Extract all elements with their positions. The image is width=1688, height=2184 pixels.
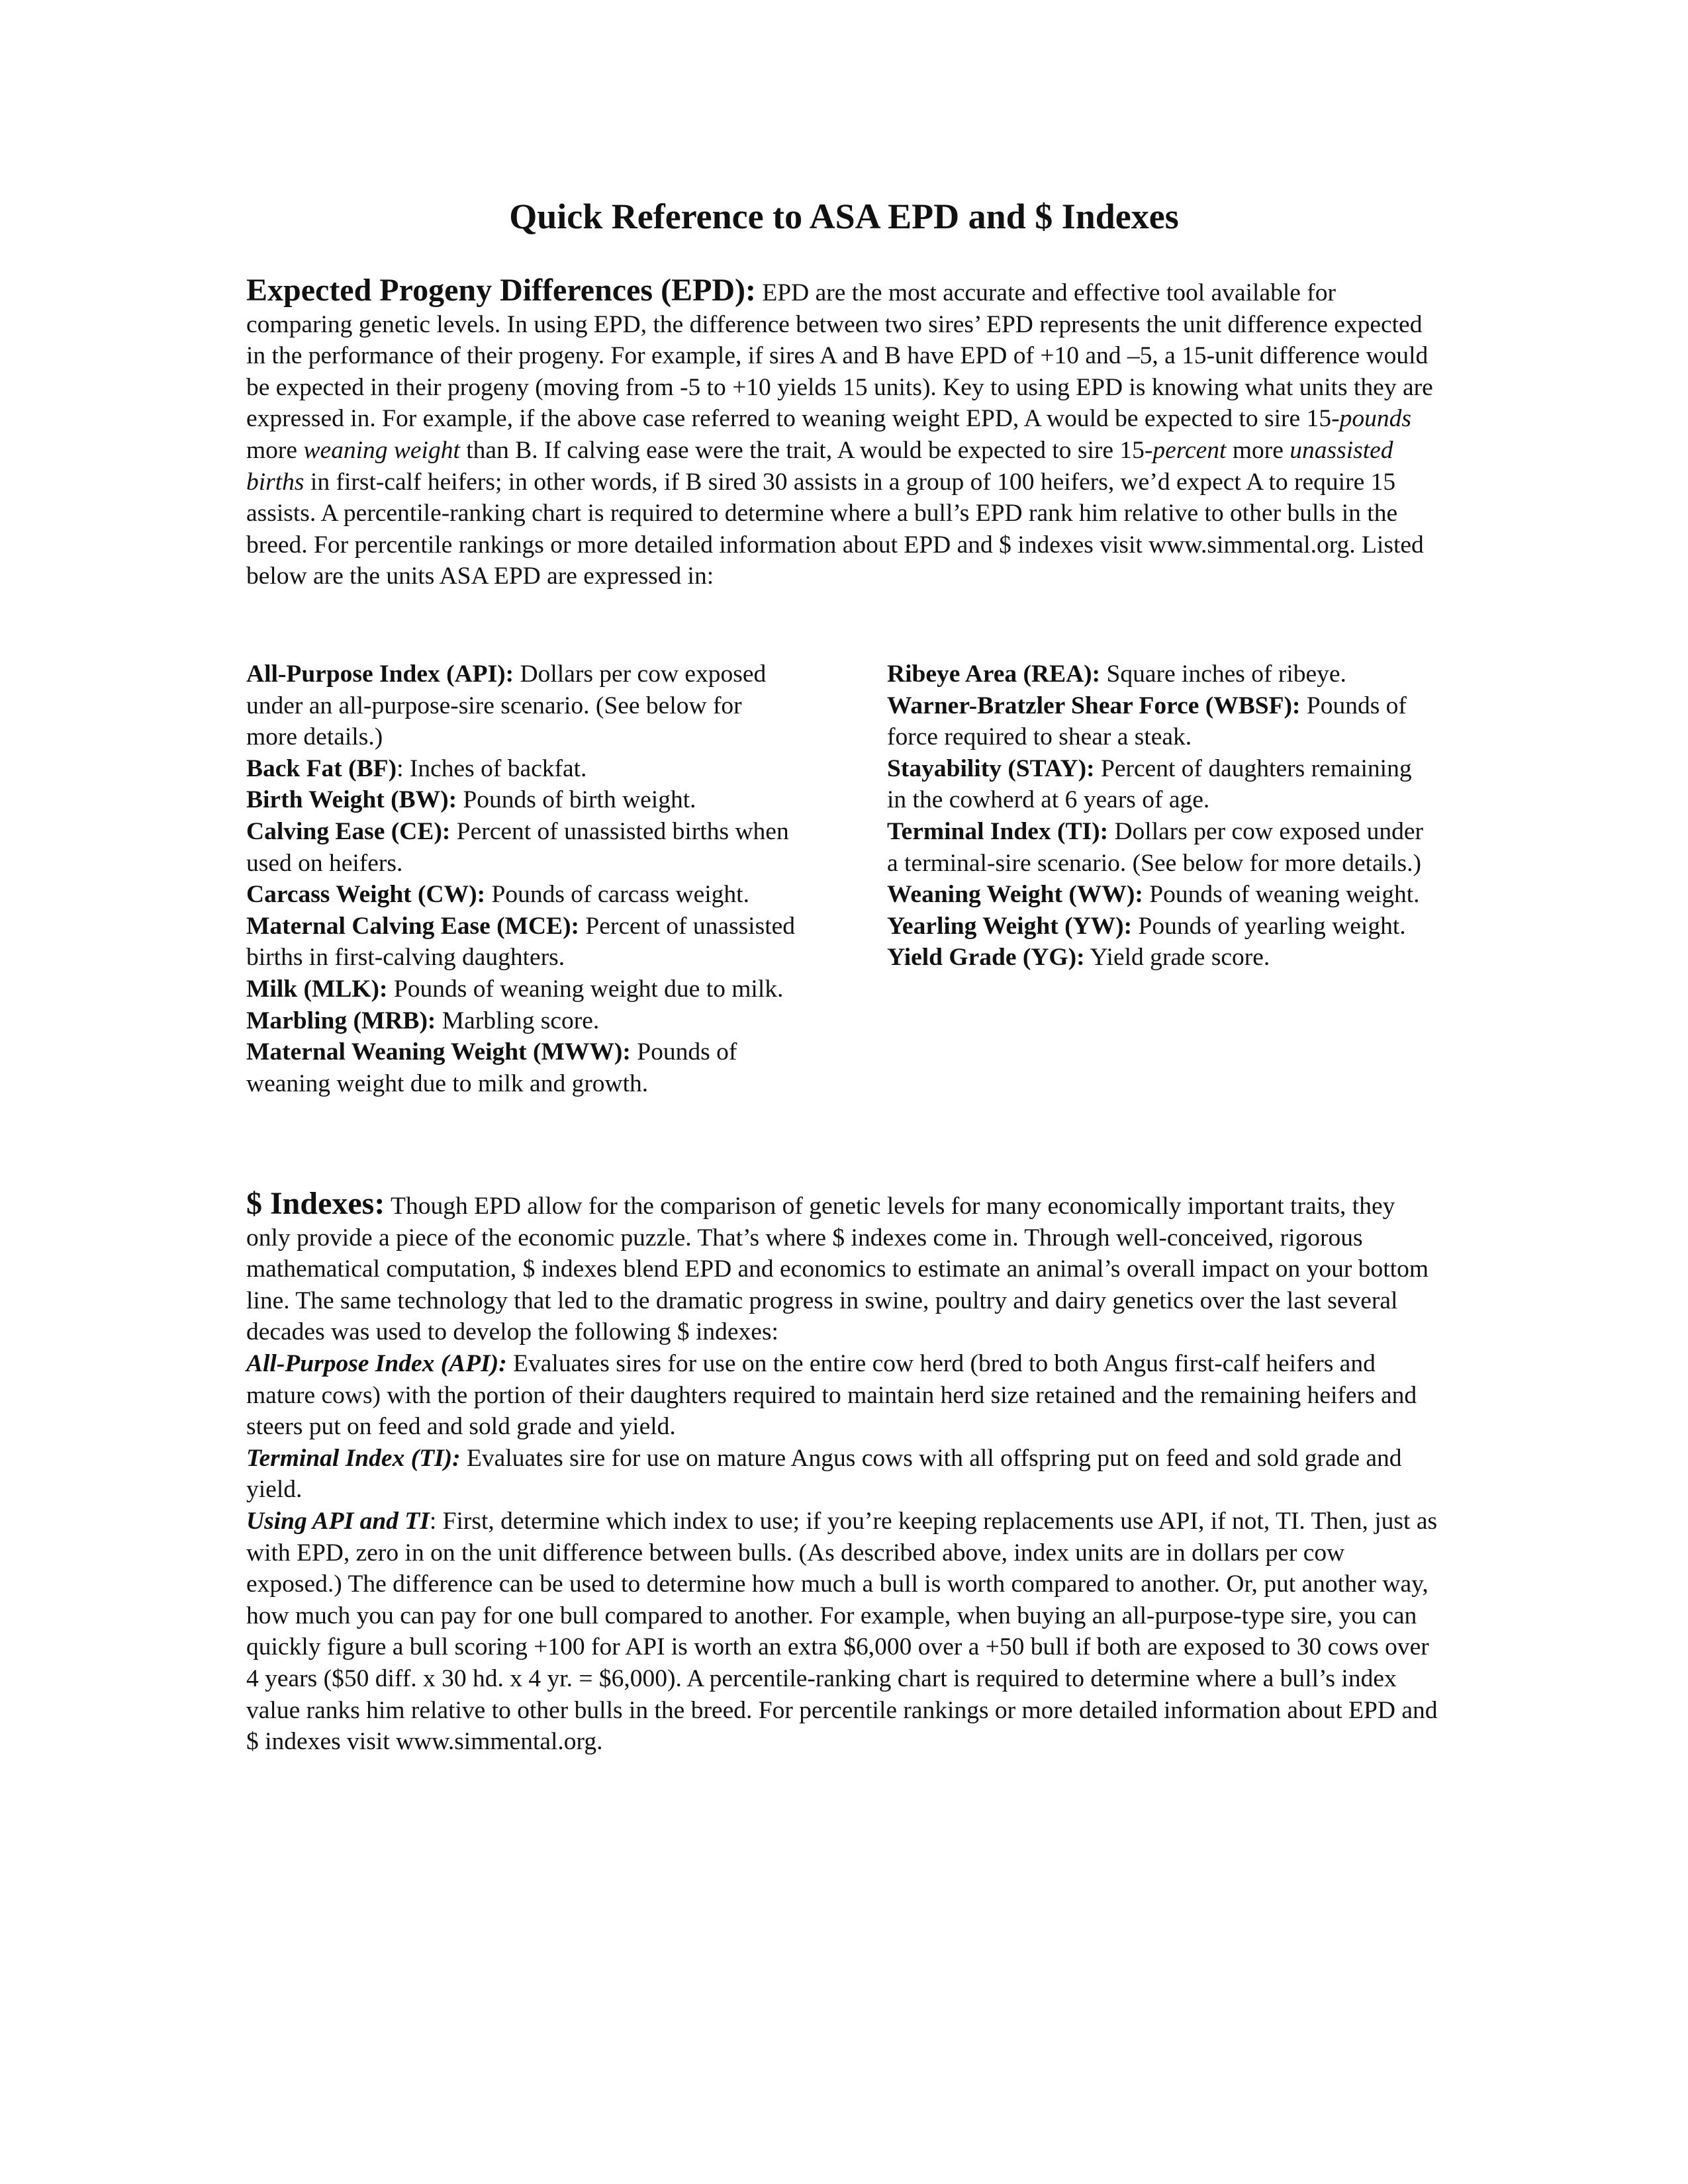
- unit-term: Yearling Weight (YW):: [887, 912, 1133, 940]
- unit-desc: Pounds of yearling weight.: [1132, 912, 1406, 940]
- unit-entry-mww: [246, 1036, 799, 1099]
- units-column-right: [887, 659, 1436, 974]
- index-using: [246, 1506, 1438, 1758]
- unit-desc: Marbling score.: [436, 1007, 600, 1034]
- epd-heading: Expected Progeny Differences (EPD):: [246, 273, 757, 308]
- epd-section: [246, 275, 1438, 592]
- unit-entry-cw: [246, 879, 799, 911]
- epd-emph-unassisted-births: unassisted births: [246, 436, 1393, 496]
- unit-term: Maternal Weaning Weight (MWW):: [246, 1038, 631, 1066]
- unit-term: Ribeye Area (REA):: [887, 660, 1101, 688]
- unit-desc: Percent of daughters remaining in the cowherd at 6 years of age.: [887, 754, 1412, 814]
- unit-entry-yg: [887, 942, 1436, 974]
- epd-units-list: [246, 659, 1438, 1175]
- unit-term: Terminal Index (TI):: [887, 817, 1109, 845]
- epd-text-2: more: [246, 436, 304, 464]
- unit-entry-bw: [246, 784, 799, 816]
- index-intro: [246, 1188, 1438, 1348]
- unit-term: Weaning Weight (WW):: [887, 881, 1143, 909]
- unit-term: Warner-Bratzler Shear Force (WBSF):: [887, 692, 1301, 719]
- unit-desc: Pounds of weaning weight due to milk.: [387, 975, 784, 1003]
- unit-entry-mce: [246, 911, 799, 974]
- unit-desc: Square inches of ribeye.: [1100, 660, 1346, 688]
- unit-entry-ti: [887, 816, 1436, 879]
- epd-text-3: than B. If calving ease were the trait, A would be expected to sire 15-: [459, 436, 1153, 464]
- unit-term: Calving Ease (CE):: [246, 817, 451, 845]
- index-ti: [246, 1443, 1438, 1506]
- unit-term: Stayability (STAY):: [887, 754, 1095, 782]
- unit-desc: Percent of unassisted births in first-calving daughters.: [246, 912, 796, 972]
- index-api-desc: Evaluates sires for use on the entire cow herd (bred to both Angus first-calf heifers and mature cows) with the portion of their daughters required to maintain herd size retained and the remaining heifers and steers put on feed and sold grade and yield.: [246, 1349, 1417, 1441]
- index-heading: $ Indexes:: [246, 1186, 385, 1221]
- unit-entry-wbsf: [887, 690, 1436, 753]
- epd-emph-weaning-weight: weaning weight: [303, 436, 460, 464]
- index-intro-text: Though EPD allow for the comparison of genetic levels for many economically important traits, they only provide a piece of the economic puzzle. That’s where $ indexes come in. Through well-conceived, rigorous mathematical computation, $ indexes blend EPD and economics to estimate an animal’s overall impact on your bottom line. The same technology that led to the dramatic progress in swine, poultry and dairy genetics over the last several decades was used to develop the following $ indexes:: [246, 1193, 1429, 1346]
- unit-term: Carcass Weight (CW):: [246, 881, 486, 909]
- epd-emph-percent: percent: [1152, 436, 1227, 464]
- index-api-term: All-Purpose Index (API):: [246, 1349, 507, 1377]
- unit-term: Marbling (MRB):: [246, 1007, 436, 1034]
- unit-entry-bf: [246, 753, 799, 785]
- index-using-term: Using API and TI: [246, 1507, 430, 1535]
- unit-term: Back Fat (BF): [246, 754, 397, 782]
- epd-text-5: in first-calf heifers; in other words, if B sired 30 assists in a group of 100 heifers, we’d expect A to require 15 assists. A percentile-ranking chart is required to determine where a bull’s EPD rank him relative to other bulls in the breed. For percentile rankings or more detailed information about EPD and $ indexes visit www.simmental.org. Listed below are the units ASA EPD are expressed in:: [246, 468, 1424, 590]
- unit-desc: : Inches of backfat.: [397, 754, 587, 782]
- unit-desc: Pounds of birth weight.: [457, 786, 696, 814]
- unit-desc: Pounds of weaning weight due to milk and growth.: [246, 1038, 737, 1097]
- epd-text-1: EPD are the most accurate and effective tool available for comparing genetic levels. In using EPD, the difference between two sires’ EPD represents the unit difference expected in the performance of their progeny. For example, if sires A and B have EPD of +10 and –5, a 15-unit difference would be expected in their progeny (moving from -5 to +10 yields 15 units). Key to using EPD is knowing what units they are expressed in. For example, if the above case referred to weaning weight EPD, A would be expected to sire 15-: [246, 279, 1433, 433]
- unit-desc: Dollars per cow exposed under an all-purpose-sire scenario. (See below for more details.): [246, 660, 767, 751]
- index-ti-term: Terminal Index (TI):: [246, 1444, 461, 1472]
- unit-desc: Yield grade score.: [1084, 944, 1270, 972]
- unit-entry-yw: [887, 911, 1436, 942]
- unit-term: Birth Weight (BW):: [246, 786, 457, 814]
- unit-desc: Pounds of weaning weight.: [1143, 881, 1420, 909]
- unit-entry-mrb: [246, 1005, 799, 1037]
- unit-entry-ce: [246, 816, 799, 879]
- unit-term: Milk (MLK):: [246, 975, 388, 1003]
- index-ti-desc: Evaluates sire for use on mature Angus cows with all offspring put on feed and sold grade and yield.: [246, 1444, 1402, 1504]
- unit-term: All-Purpose Index (API):: [246, 660, 514, 688]
- unit-term: Yield Grade (YG):: [887, 944, 1085, 972]
- epd-emph-pounds: pounds: [1339, 405, 1411, 433]
- unit-entry-stay: [887, 753, 1436, 816]
- unit-entry-api: [246, 659, 799, 753]
- unit-entry-ww: [887, 879, 1436, 911]
- index-using-desc: : First, determine which index to use; if you’re keeping replacements use API, if not, TI. Then, just as with EPD, zero in on the unit difference between bulls. (As described above, index units are in dollars per cow exposed.) The difference can be used to determine how much a bull is worth compared to another. Or, put another way, how much you can pay for one bull compared to another. For example, when buying an all-purpose-type sire, you can quickly figure a bull scoring +100 for API is worth an extra $6,000 over a +50 bull if both are exposed to 30 cows over 4 years ($50 diff. x 30 hd. x 4 yr. = $6,000). A percentile-ranking chart is required to determine where a bull’s index value ranks him relative to other bulls in the breed. For percentile rankings or more detailed information about EPD and $ indexes visit www.simmental.org.: [246, 1507, 1438, 1756]
- unit-desc: Dollars per cow exposed under a terminal-sire scenario. (See below for more details.): [887, 817, 1423, 877]
- unit-entry-mlk: [246, 974, 799, 1005]
- index-section: [246, 1188, 1438, 1758]
- unit-entry-rea: [887, 659, 1436, 690]
- epd-text-4: more: [1226, 436, 1290, 464]
- unit-term: Maternal Calving Ease (MCE):: [246, 912, 580, 940]
- unit-desc: Pounds of carcass weight.: [485, 881, 749, 909]
- units-column-left: [246, 659, 799, 1099]
- index-api: [246, 1348, 1438, 1443]
- page-title: Quick Reference to ASA EPD and $ Indexes: [509, 197, 1179, 236]
- unit-desc: Pounds of force required to shear a steak.: [887, 692, 1407, 751]
- unit-desc: Percent of unassisted births when used on heifers.: [246, 817, 789, 877]
